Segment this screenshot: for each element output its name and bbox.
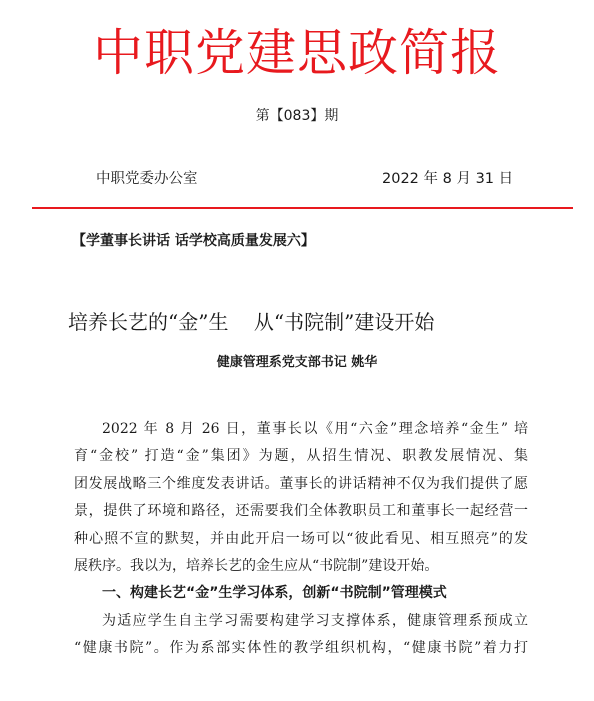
article-body <box>74 416 528 663</box>
article-byline: 健康管理系党支部书记 姚华 <box>216 355 378 370</box>
column-title: 【学董事长讲话 话学校高质量发展六】 <box>72 233 315 249</box>
issue-number: 第【083】期 <box>255 108 339 124</box>
text-line: “健康书院”。作为系部实体性的教学组织机构，“健康书院”着力打 <box>74 640 528 657</box>
header-divider <box>32 207 573 209</box>
paragraph-1 <box>74 416 528 580</box>
text-line: 展秩序。我以为，培养长艺的金生应从“书院制”建设开始。 <box>74 558 439 575</box>
paragraph-2 <box>74 608 528 663</box>
section-heading-1: 一、构建长艺“金”生学习体系，创新“书院制”管理模式 <box>102 585 447 602</box>
text-line: 种心照不宣的默契，并由此开启一场可以“彼此看见、相互照亮”的发 <box>74 530 528 547</box>
issuing-office: 中职党委办公室 <box>96 171 198 187</box>
issue-date: 2022 年 8 月 31 日 <box>382 171 514 187</box>
text-line: 2022 年 8 月 26 日，董事长以《用“六金”理念培养“金生” 培 <box>102 421 528 437</box>
bulletin-title: 中职党建思政简报 <box>93 24 501 82</box>
article-headline: 培养长艺的“金”生 从“书院制”建设开始 <box>68 310 435 334</box>
text-line: 团发展战略三个维度发表讲话。董事长的讲话精神不仅为我们提供了愿 <box>74 475 528 492</box>
text-line: 为适应学生自主学习需要构建学习支撑体系，健康管理系预成立 <box>102 612 528 629</box>
text-line: 育“金校” 打造“金”集团》为题，从招生情况、职教发展情况、集 <box>74 448 528 465</box>
text-line: 景，提供了环境和路径，还需要我们全体教职员工和董事长一起经营一 <box>74 503 528 520</box>
